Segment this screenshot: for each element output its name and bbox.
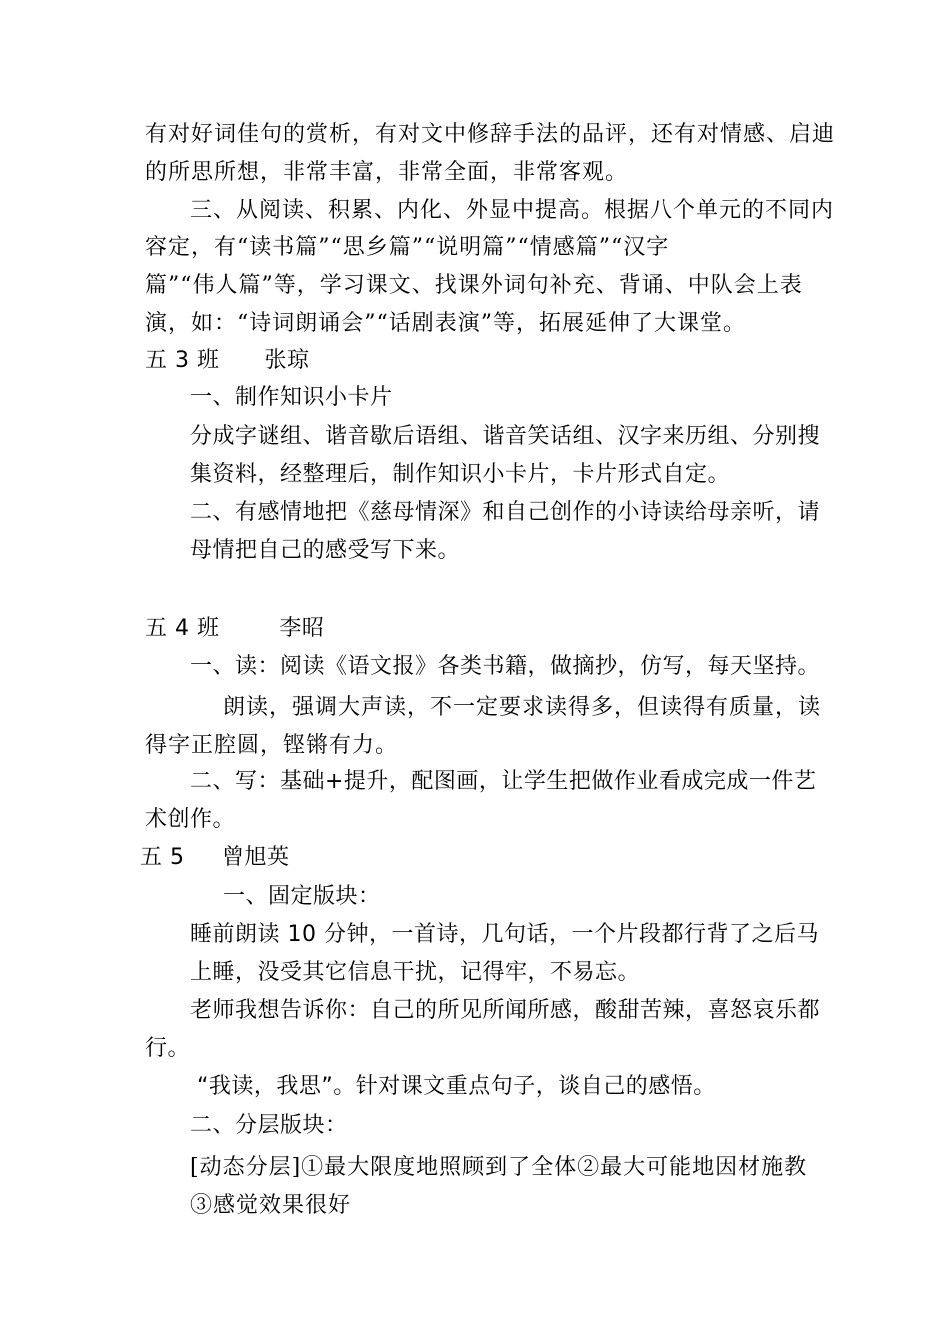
text-line: 术创作。 — [145, 807, 236, 832]
text-line: 分成字谜组、谐音歇后语组、谐音笑话组、汉字来历组、分别搜 — [190, 424, 821, 449]
text-line: 朗读，强调大声读，不一定要求读得多，但读得有质量，读 — [223, 695, 822, 720]
text-line: 集资料，经整理后，制作知识小卡片，卡片形式自定。 — [190, 462, 731, 487]
text-line: 得字正腔圆，铿锵有力。 — [145, 733, 399, 758]
text-line: 的所思所想，非常丰富，非常全面，非常客观。 — [145, 160, 629, 185]
text-line: 容定，有“读书篇”“思乡篇”“说明篇”“情感篇”“汉字 — [145, 235, 670, 260]
paragraph-heading: 三、从阅读、积累、内化、外显中提高。根据八个单元的不同内 — [190, 198, 835, 223]
paragraph-heading: 一、读：阅读《语文报》各类书籍，做摘抄，仿写，每天坚持。 — [190, 654, 821, 679]
class-heading: 五 3 班 张琼 — [145, 348, 310, 373]
text-line: 老师我想告诉你：自己的所见所闻所感，酸甜苦辣，喜怒哀乐都 — [190, 998, 821, 1023]
text-line: ③感觉效果很好 — [190, 1193, 352, 1218]
paragraph-heading: 二、分层版块： — [190, 1113, 348, 1138]
text-line: 演，如：“诗词朗诵会”“话剧表演”等，拓展延伸了大课堂。 — [145, 311, 746, 336]
paragraph-heading: 一、固定版块： — [223, 884, 381, 909]
paragraph-heading: 二、写：基础+提升，配图画，让学生把做作业看成完成一件艺 — [190, 769, 817, 794]
paragraph-heading: 二、有感情地把《慈母情深》和自己创作的小诗读给母亲听，请 — [190, 500, 821, 525]
text-line: 睡前朗读 10 分钟，一首诗，几句话，一个片段都行背了之后马 — [190, 922, 819, 947]
text-line: 上睡，没受其它信息干扰，记得牢，不易忘。 — [190, 960, 641, 985]
text-line: 有对好词佳句的赏析，有对文中修辞手法的品评，还有对情感、启迪 — [145, 122, 836, 147]
paragraph-heading: 一、制作知识小卡片 — [190, 385, 393, 410]
text-line: 行。 — [145, 1036, 191, 1061]
class-heading: 五 4 班 李昭 — [145, 616, 325, 641]
text-line: 篇”“伟人篇”等，学习课文、找课外词句补充、背诵、中队会上表 — [145, 273, 803, 298]
text-line: “我读，我思”。针对课文重点句子，谈自己的感悟。 — [197, 1074, 716, 1099]
text-line: 母情把自己的感受写下来。 — [190, 538, 461, 563]
text-line: [动态分层]①最大限度地照顾到了全体②最大可能地因材施教 — [190, 1155, 808, 1180]
class-heading: 五 5 曾旭英 — [140, 845, 290, 870]
